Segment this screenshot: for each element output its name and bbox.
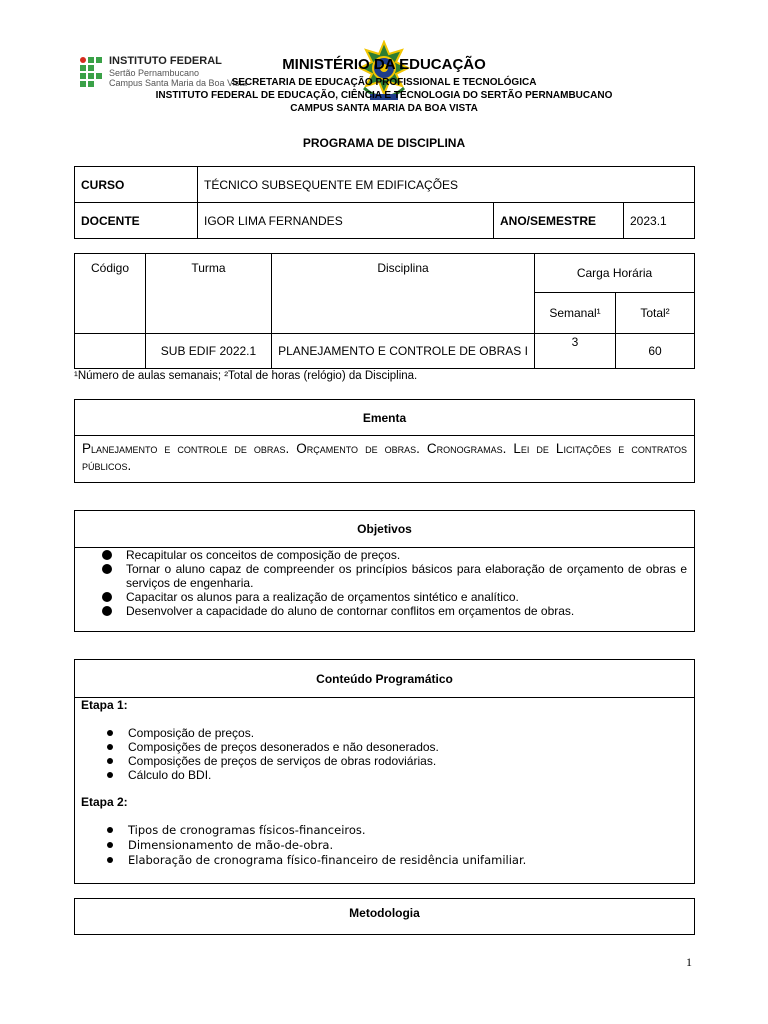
list-item bbox=[128, 754, 687, 768]
program-title: PROGRAMA DE DISCIPLINA bbox=[302, 136, 466, 150]
curso-value: TÉCNICO SUBSEQUENTE EM EDIFICAÇÕES bbox=[198, 167, 695, 203]
footnote: ¹Número de aulas semanais; ²Total de horas (relógio) da Disciplina. bbox=[74, 370, 418, 382]
secretaria-line: SECRETARIA DE EDUCAÇÃO PROFISSIONAL E TECNOLÓGICA bbox=[231, 77, 537, 88]
bullet-icon bbox=[107, 857, 113, 863]
etapa2-item: Tipos de cronogramas físicos-financeiros. bbox=[128, 823, 366, 837]
page-number: 1 bbox=[686, 955, 692, 969]
objetivo-text: Recapitular os conceitos de composição de preços. bbox=[126, 548, 401, 562]
course-info-table bbox=[74, 166, 695, 239]
list-item bbox=[126, 548, 687, 562]
turma-header: Turma bbox=[146, 254, 272, 334]
semanal-value: 3 bbox=[535, 334, 616, 369]
list-item bbox=[128, 838, 687, 853]
list-item bbox=[128, 768, 687, 782]
bullet-icon bbox=[102, 592, 112, 602]
etapa1-list bbox=[75, 726, 694, 782]
bullet-icon bbox=[107, 758, 113, 764]
disciplina-header: Disciplina bbox=[272, 254, 535, 334]
list-item bbox=[126, 562, 687, 590]
bullet-icon bbox=[107, 744, 113, 750]
carga-horaria-header: Carga Horária bbox=[535, 254, 695, 293]
list-item bbox=[128, 740, 687, 754]
bullet-icon bbox=[107, 842, 113, 848]
ementa-title: Ementa bbox=[75, 400, 694, 436]
codigo-header: Código bbox=[75, 254, 146, 334]
bullet-icon bbox=[102, 550, 112, 560]
ementa-text: Planejamento e controle de obras. Orçamento de obras. Cronogramas. Lei de Licitações e contratos públicos. bbox=[82, 441, 687, 473]
objetivo-text: Desenvolver a capacidade do aluno de contornar conflitos em orçamentos de obras. bbox=[126, 604, 575, 618]
bullet-icon bbox=[107, 827, 113, 833]
bullet-icon bbox=[102, 564, 112, 574]
ano-semestre-value: 2023.1 bbox=[624, 203, 695, 239]
list-item bbox=[128, 823, 687, 838]
docente-label: DOCENTE bbox=[75, 203, 198, 239]
objetivo-text: Tornar o aluno capaz de compreender os princípios básicos para elaboração de orçamento de obras e serviços de engenharia. bbox=[126, 562, 687, 590]
bullet-icon bbox=[107, 772, 113, 778]
campus-line: CAMPUS SANTA MARIA DA BOA VISTA bbox=[290, 103, 478, 114]
etapa1-label: Etapa 1: bbox=[81, 698, 128, 712]
docente-value: IGOR LIMA FERNANDES bbox=[198, 203, 494, 239]
list-item bbox=[128, 726, 687, 740]
list-item bbox=[128, 853, 687, 868]
bullet-icon bbox=[107, 730, 113, 736]
curso-label: CURSO bbox=[75, 167, 198, 203]
ementa-section bbox=[74, 399, 695, 483]
ano-semestre-label: ANO/SEMESTRE bbox=[494, 203, 624, 239]
etapa1-item: Composições de preços desonerados e não desonerados. bbox=[128, 740, 439, 754]
total-value: 60 bbox=[616, 334, 695, 369]
etapa1-item: Composições de preços de serviços de obras rodoviárias. bbox=[128, 754, 437, 768]
instituto-line: INSTITUTO FEDERAL DE EDUCAÇÃO, CIÊNCIA E TECNOLOGIA DO SERTÃO PERNAMBUCANO bbox=[155, 90, 613, 101]
objetivos-title: Objetivos bbox=[75, 511, 694, 548]
etapa1-item: Composição de preços. bbox=[128, 726, 255, 740]
etapa2-label: Etapa 2: bbox=[81, 795, 128, 809]
turma-value: SUB EDIF 2022.1 bbox=[146, 334, 272, 369]
list-item bbox=[126, 590, 687, 604]
metodologia-section bbox=[74, 898, 695, 935]
etapa2-item: Dimensionamento de mão-de-obra. bbox=[128, 838, 334, 852]
codigo-value bbox=[75, 334, 146, 369]
bullet-icon bbox=[102, 606, 112, 616]
logo-text-line3: Campus Santa Maria da Boa Vista bbox=[109, 78, 247, 88]
metodologia-title: Metodologia bbox=[349, 906, 420, 920]
conteudo-title: Conteúdo Programático bbox=[75, 660, 694, 698]
logo-text-title: INSTITUTO FEDERAL bbox=[109, 55, 222, 67]
disciplina-value: PLANEJAMENTO E CONTROLE DE OBRAS I bbox=[272, 334, 535, 369]
semanal-header: Semanal¹ bbox=[535, 293, 616, 334]
list-item bbox=[126, 604, 687, 618]
objetivos-list bbox=[75, 548, 694, 618]
ministry-title: MINISTÉRIO DA EDUCAÇÃO bbox=[282, 56, 486, 73]
etapa1-item: Cálculo do BDI. bbox=[128, 768, 212, 782]
objetivo-text: Capacitar os alunos para a realização de orçamentos sintético e analítico. bbox=[126, 590, 519, 604]
logo-text-line2: Sertão Pernambucano bbox=[109, 68, 200, 78]
total-header: Total² bbox=[616, 293, 695, 334]
objetivos-section bbox=[74, 510, 695, 632]
discipline-table bbox=[74, 253, 695, 369]
etapa2-item: Elaboração de cronograma físico-financeiro de residência unifamiliar. bbox=[128, 853, 527, 867]
conteudo-section bbox=[74, 659, 695, 884]
etapa2-list bbox=[75, 823, 694, 868]
